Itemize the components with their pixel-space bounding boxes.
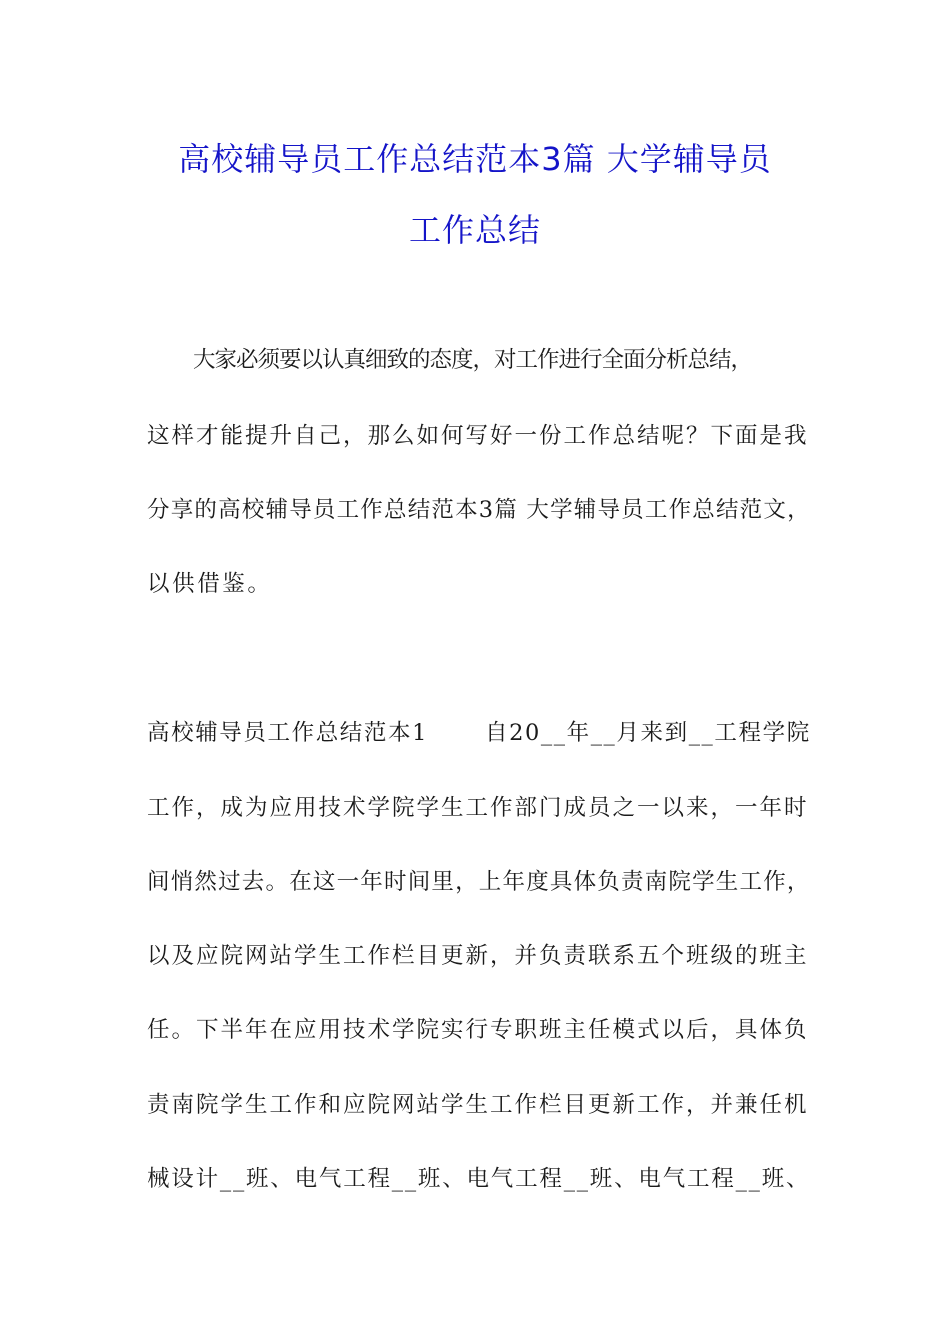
document-title-line-1: 高校辅导员工作总结范本3篇 大学辅导员: [178, 140, 772, 178]
section1-line-7: 械设计__班、电气工程__班、电气工程__班、电气工程__班、: [147, 1166, 811, 1192]
intro-line-4: 以供借鉴。: [147, 571, 273, 597]
section1-line-2: 工作，成为应用技术学院学生工作部门成员之一以来，一年时: [147, 795, 809, 821]
section1-line-1: 高校辅导员工作总结范本1 自20__年__月来到__工程学院: [147, 720, 811, 746]
section1-line-3: 间悄然过去。在这一年时间里，上年度具体负责南院学生工作，: [147, 869, 811, 895]
document-title-line-2: 工作总结: [408, 211, 541, 249]
section1-line-5: 任。下半年在应用技术学院实行专职班主任模式以后，具体负: [147, 1017, 809, 1043]
intro-line-2: 这样才能提升自己，那么如何写好一份工作总结呢？下面是我: [147, 423, 809, 449]
intro-line-1: 大家必须要以认真细致的态度，对工作进行全面分析总结，: [193, 347, 753, 373]
intro-line-3: 分享的高校辅导员工作总结范本3篇 大学辅导员工作总结范文，: [147, 497, 811, 523]
section1-line-6: 责南院学生工作和应院网站学生工作栏目更新工作，并兼任机: [147, 1092, 809, 1118]
section1-line-4: 以及应院网站学生工作栏目更新，并负责联系五个班级的班主: [147, 943, 809, 969]
